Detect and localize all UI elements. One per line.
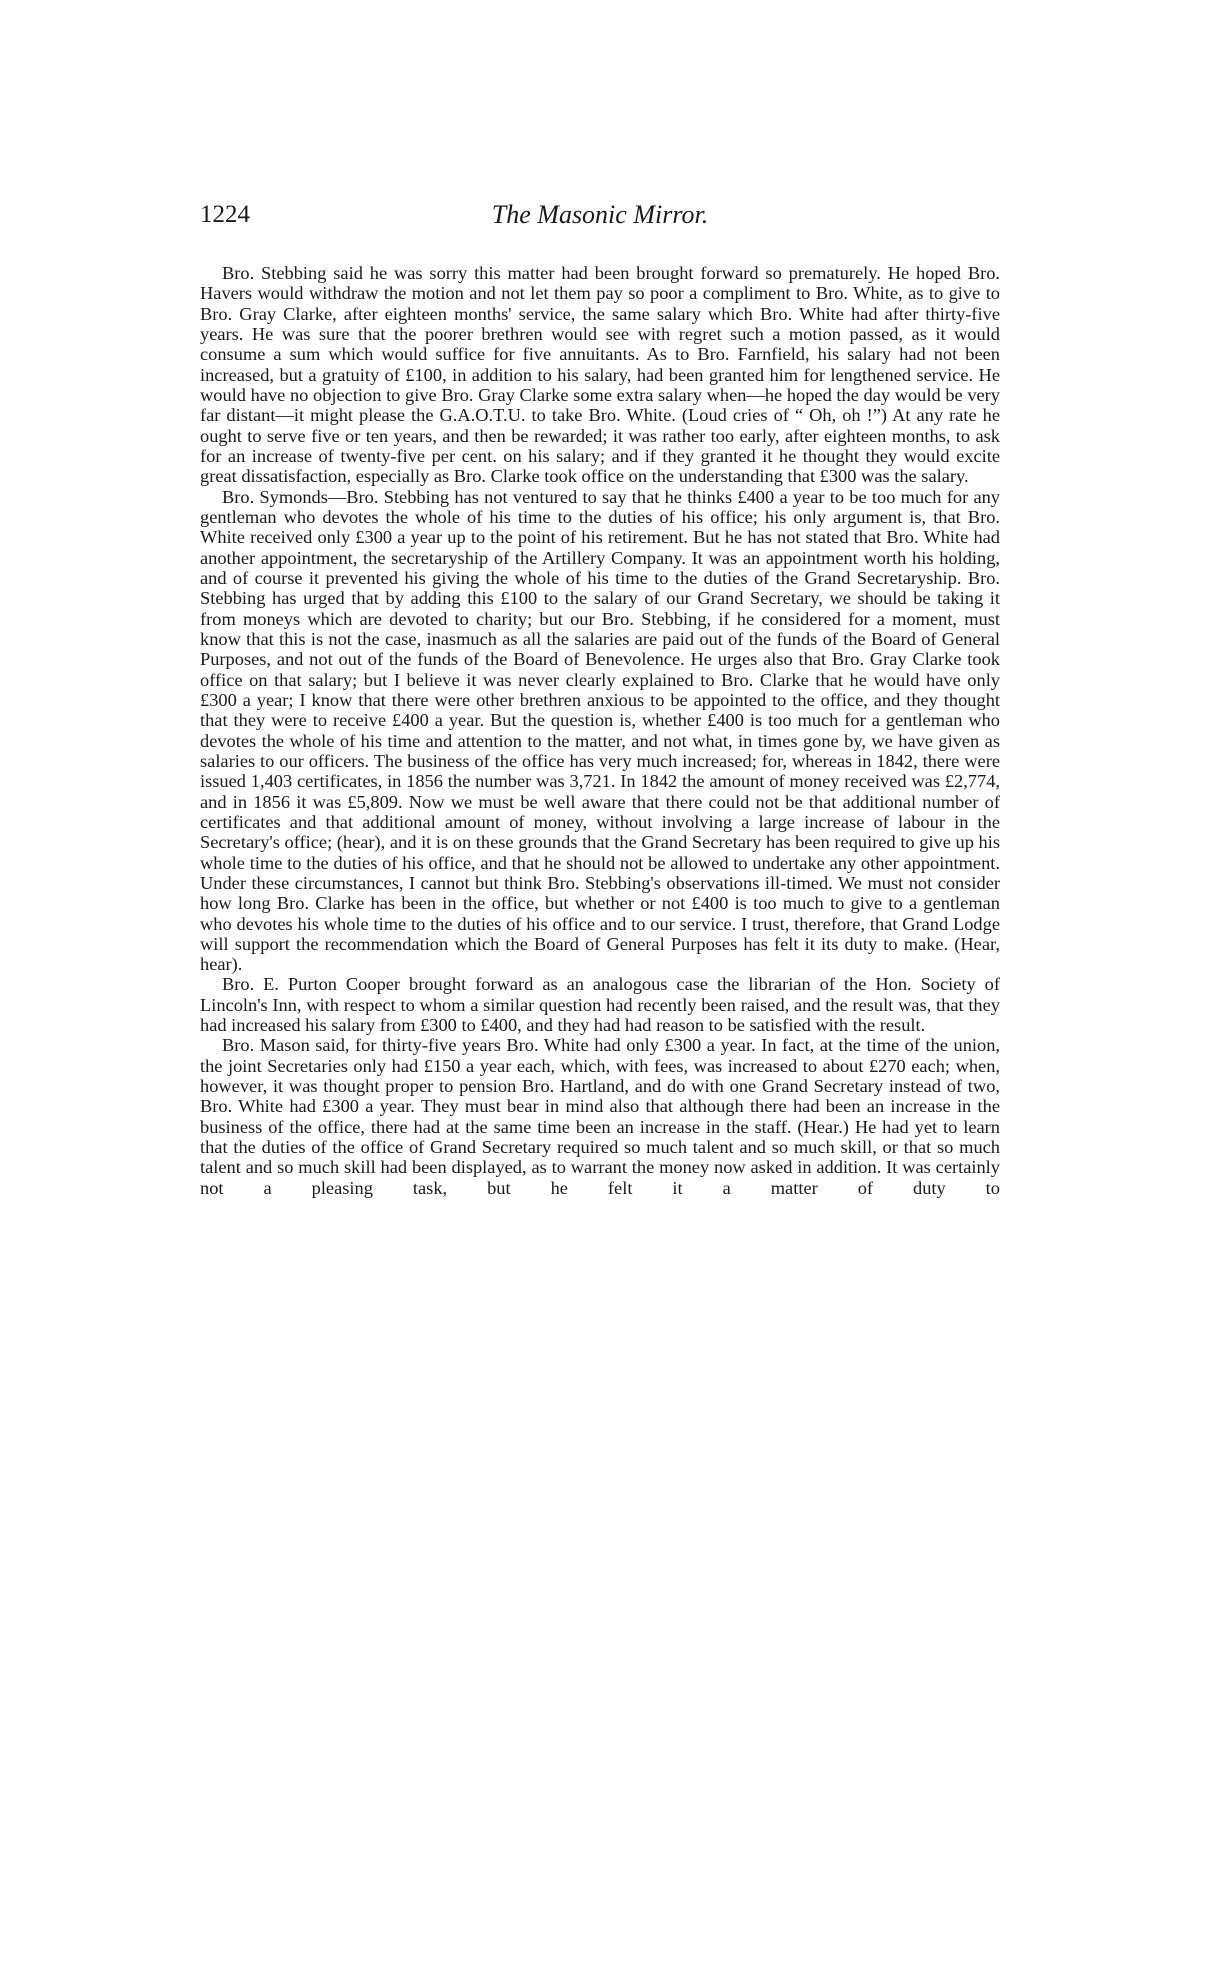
body-text [200, 263, 1000, 1198]
paragraph-cooper: Bro. E. Purton Cooper brought forward as an analogous case the librarian of the Hon. Society of Lincoln's Inn, with respect to whom a similar question had recently been raised, and the result was, that they had increased his salary from £300 to £400, and they had had reason to be satisfied with the result. [200, 974, 1000, 1036]
paragraph-stebbing: Bro. Stebbing said he was sorry this matter had been brought forward so prematurely. He hoped Bro. Havers would withdraw the motion and not let them pay so poor a compliment to Bro. White, as to give to Bro. Gray Clarke, after eighteen months' service, the same salary which Bro. White had after thirty-five years. He was sure that the poorer brethren would see with regret such a motion passed, as it would consume a sum which would suffice for five annuitants. As to Bro. Farnfield, his salary had not been increased, but a gratuity of £100, in addition to his salary, had been granted him for lengthened service. He would have no objection to give Bro. Gray Clarke some extra salary when—he hoped the day would be very far distant—it might please the G.A.O.T.U. to take Bro. White. (Loud cries of “ Oh, oh !”) At any rate he ought to serve five or ten years, and then be rewarded; it was rather too early, after eighteen months, to ask for an increase of twenty-five per cent. on his salary; and if they granted it he thought they would excite great dissatisfaction, especially as Bro. Clarke took office on the understanding that £300 was the salary. [200, 263, 1000, 487]
paragraph-mason: Bro. Mason said, for thirty-five years Bro. White had only £300 a year. In fact, at the time of the union, the joint Secretaries only had £150 a year each, which, with fees, was increased to about £270 each; when, however, it was thought proper to pension Bro. Hartland, and do with one Grand Secretary instead of two, Bro. White had £300 a year. They must bear in mind also that although there had been an increase in the business of the office, there had at the same time been an increase in the staff. (Hear.) He had yet to learn that the duties of the office of Grand Secretary required so much talent and so much skill, or that so much talent and so much skill had been displayed, as to warrant the money now asked in addition. It was certainly not a pleasing task, but he felt it a matter of duty to [200, 1035, 1000, 1198]
paragraph-symonds: Bro. Symonds—Bro. Stebbing has not ventured to say that he thinks £400 a year to be too much for any gentleman who devotes the whole of his time to the duties of his office; his only argument is, that Bro. White received only £300 a year up to the point of his retirement. But he has not stated that Bro. White had another appointment, the secretaryship of the Artillery Company. It was an appointment worth his holding, and of course it prevented his giving the whole of his time to the duties of the Grand Secretaryship. Bro. Stebbing has urged that by adding this £100 to the salary of our Grand Secretary, we should be taking it from moneys which are devoted to charity; but our Bro. Stebbing, if he considered for a moment, must know that this is not the case, inasmuch as all the salaries are paid out of the funds of the Board of General Purposes, and not out of the funds of the Board of Benevolence. He urges also that Bro. Gray Clarke took office on that salary; but I believe it was never clearly explained to Bro. Clarke that he would have only £300 a year; I know that there were other brethren anxious to be appointed to the office, and they thought that they were to receive £400 a year. But the question is, whether £400 is too much for a gentleman who devotes the whole of his time and attention to the matter, and not what, in times gone by, we have given as salaries to our officers. The business of the office has very much increased; for, whereas in 1842, there were issued 1,403 certificates, in 1856 the number was 3,721. In 1842 the amount of money received was £2,774, and in 1856 it was £5,809. Now we must be well aware that there could not be that additional number of certificates and that additional amount of money, without involving a large increase of labour in the Secretary's office; (hear), and it is on these grounds that the Grand Secretary has been required to give up his whole time to the duties of his office, and that he should not be allowed to undertake any other appointment. Under these circumstances, I cannot but think Bro. Stebbing's observations ill-timed. We must not consider how long Bro. Clarke has been in the office, but whether or not £400 is too much to give to a gentleman who devotes his whole time to the duties of his office and to our service. I trust, therefore, that Grand Lodge will support the recommendation which the Board of General Purposes has felt it its duty to make. (Hear, hear). [200, 486, 1000, 975]
page-header [200, 200, 1000, 240]
running-title: The Masonic Mirror. [491, 200, 709, 229]
page-number: 1224 [200, 201, 250, 228]
